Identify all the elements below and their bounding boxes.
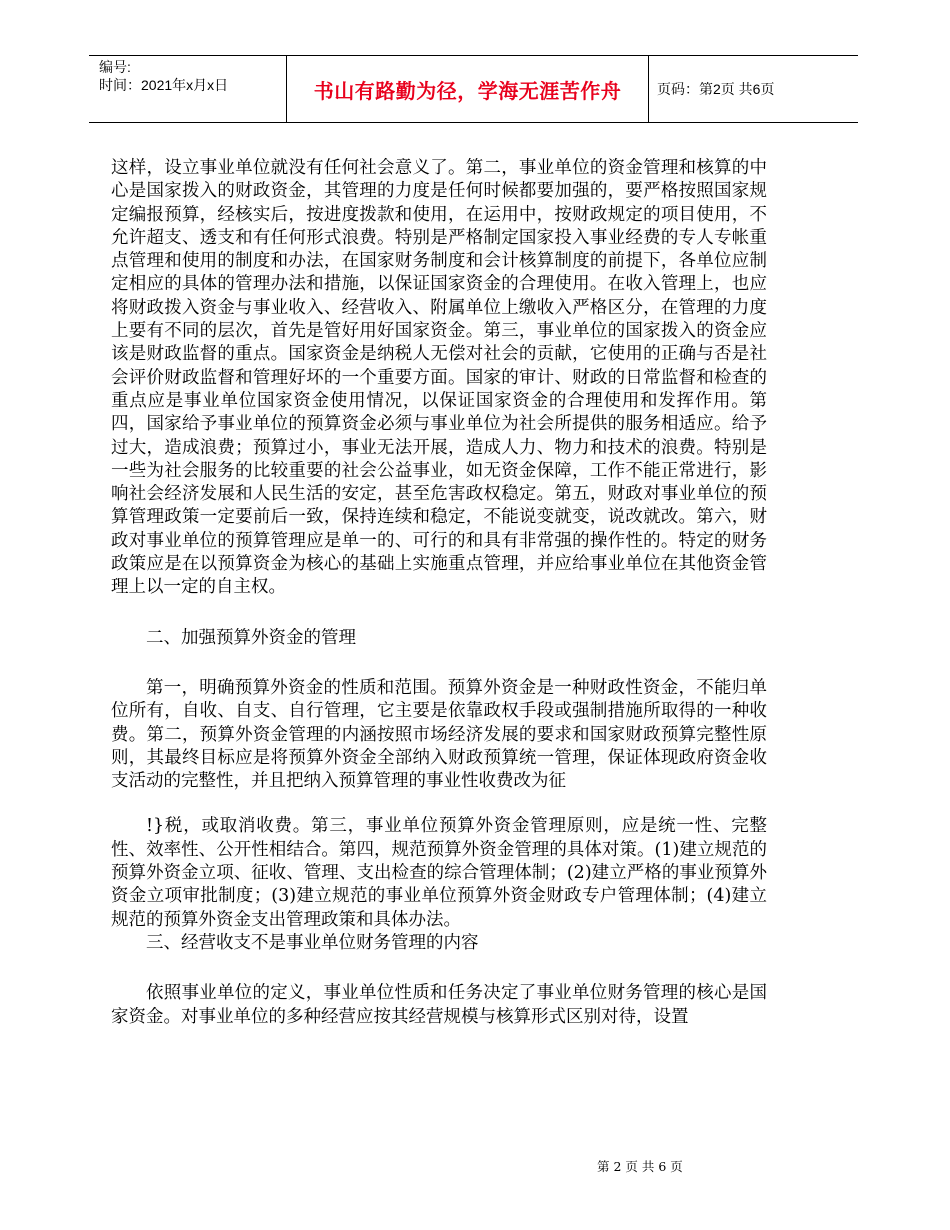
header-page-info: 页码：第2页 共6页	[657, 81, 775, 97]
paragraph-spacer	[111, 955, 767, 982]
header-motto: 书山有路勤为径，学海无涯苦作舟	[313, 78, 622, 103]
body-paragraph: 第一，明确预算外资金的性质和范围。预算外资金是一种财政性资金，不能归单位所有，自收、自支、自行管理，它主要是依靠政权手段或强制措施所取得的一种收费。第二，预算外资金管理的内涵按照市场经济发展的要求和国家财政预算完整性原则，其最终目标应是将预算外资金全部纳入财政预算统一管理，保证体现政府资金收支活动的完整性，并且把纳入预算管理的事业性收费改为征	[111, 677, 767, 792]
document-code-label: 编号:	[99, 59, 131, 75]
paragraph-spacer	[111, 650, 767, 677]
body-paragraph: !}税，或取消收费。第三，事业单位预算外资金管理原则，应是统一性、完整性、效率性、公开性相结合。第四，规范预算外资金管理的具体对策。(1)建立规范的预算外资金立项、征收、管理、支出检查的综合管理体制；(2)建立严格的事业预算外资金立项审批制度；(3)建立规范的事业单位预算外资金财政专户管理体制；(4)建立规范的预算外资金支出管理政策和具体办法。	[111, 816, 767, 930]
paragraph-spacer	[111, 793, 767, 815]
header-page-cell	[649, 56, 858, 122]
document-header	[89, 55, 858, 123]
paragraph-spacer	[111, 600, 767, 627]
page-footer: 第 2 页 共 6 页	[597, 1159, 683, 1174]
section-heading: 二、加强预算外资金的管理	[146, 627, 356, 648]
document-body	[111, 157, 767, 1029]
header-meta-cell	[89, 56, 287, 122]
section-heading: 三、经营收支不是事业单位财务管理的内容	[146, 932, 479, 953]
body-paragraph: 依照事业单位的定义，事业单位性质和任务决定了事业单位财务管理的核心是国家资金。对事业单位的多种经营应按其经营规模与核算形式区别对待，设置	[111, 983, 767, 1027]
body-paragraph: 这样，设立事业单位就没有任何社会意义了。第二，事业单位的资金管理和核算的中心是国家拨入的财政资金，其管理的力度是任何时候都要加强的，要严格按照国家规定编报预算，经核实后，按进度拨款和使用，在运用中，按财政规定的项目使用，不允许超支、透支和有任何形式浪费。特别是严格制定国家投入事业经费的专人专帐重点管理和使用的制度和办法，在国家财务制度和会计核算制度的前提下，各单位应制定相应的具体的管理办法和措施，以保证国家资金的合理使用。在收入管理上，也应将财政拨入资金与事业收入、经营收入、附属单位上缴收入严格区分，在管理的力度上要有不同的层次，首先是管好用好国家资金。第三，事业单位的国家拨入的资金应该是财政监督的重点。国家资金是纳税人无偿对社会的贡献，它使用的正确与否是社会评价财政监督和管理好坏的一个重要方面。国家的审计、财政的日常监督和检查的重点应是事业单位国家资金使用情况，以保证国家资金的合理使用和发挥作用。第四，国家给予事业单位的预算资金必须与事业单位为社会所提供的服务相适应。给予过大，造成浪费；预算过小，事业无法开展，造成人力、物力和技术的浪费。特别是一些为社会服务的比较重要的社会公益事业，如无资金保障，工作不能正常进行，影响社会经济发展和人民生活的安定，甚至危害政权稳定。第五，财政对事业单位的预算管理政策一定要前后一致，保持连续和稳定，不能说变就变，说改就改。第六，财政对事业单位的预算管理应是单一的、可行的和具有非常强的操作性的。特定的财务政策应是在以预算资金为核心的基础上实施重点管理，并应给事业单位在其他资金管理上以一定的自主权。	[111, 158, 767, 598]
header-motto-cell	[287, 56, 649, 122]
document-date: 时间：2021年x月x日	[99, 77, 229, 93]
